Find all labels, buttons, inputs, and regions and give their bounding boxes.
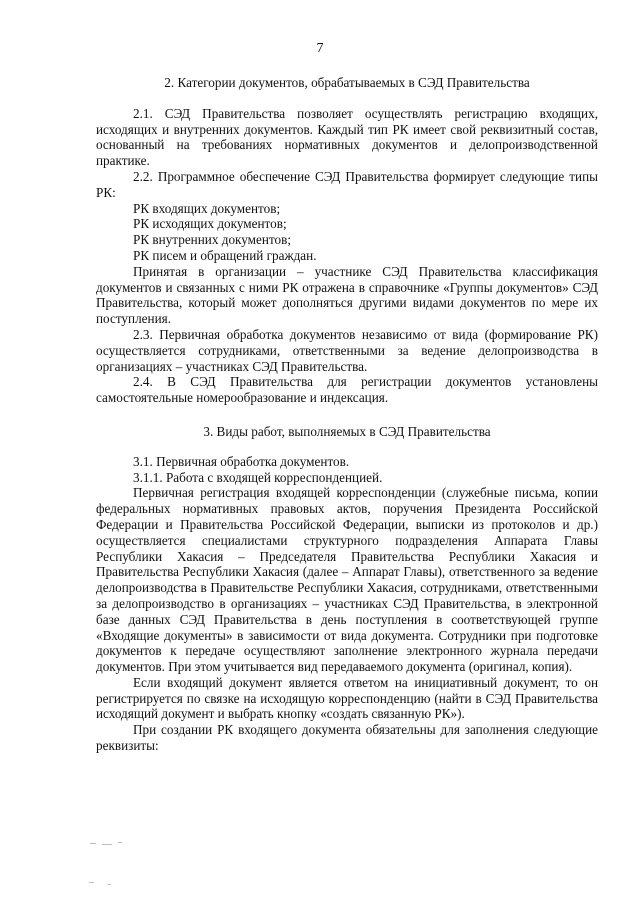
rk-type-item: РК исходящих документов; xyxy=(133,216,287,232)
rk-type-item: РК писем и обращений граждан. xyxy=(133,247,317,263)
scan-specks xyxy=(88,840,148,890)
paragraph-primary-registration: Первичная регистрация входящей корреспонденции (служебные письма, копии федеральных нормативных правовых актов, поручения Президента Российской Федерации и Правительства Российской Федерации, выписки из протоколов и др.) осуществляется специалистами структурного подразделения Аппарата Главы Республики Хакасия – Председателя Правительства Республики Хакасия и Правительства Республики Хакасия (далее – Аппарат Главы), ответственного за ведение делопроизводства в Правительстве Республики Хакасия, сотрудниками, ответственными за делопроизводство в организациях – участниках СЭД Правительства, в электронной базе данных СЭД Правительства в день поступления в соответствующей группе «Входящие документы» в зависимости от вида документа. Сотрудники при подготовке документов к передаче осуществляют заполнение электронного журнала передачи документов. При этом учитывается вид передаваемого документа (оригинал, копия). xyxy=(96,485,598,675)
paragraph-3-1: 3.1. Первичная обработка документов. xyxy=(133,453,350,469)
page-content xyxy=(96,72,598,754)
paragraph-2-1: 2.1. СЭД Правительства позволяет осуществлять регистрацию входящих, исходящих и внутренних документов. Каждый тип РК имеет свой реквизитный состав, основанный на требованиях нормативных документов и делопроизводственной практике. xyxy=(96,105,598,169)
paragraph-2-3: 2.3. Первичная обработка документов независимо от вида (формирование РК) осуществляется сотрудниками, ответственными за ведение делопроизводства в организациях – участниках СЭД Правительства. xyxy=(96,326,598,374)
paragraph-2-2: 2.2. Программное обеспечение СЭД Правительства формирует следующие типы РК: xyxy=(96,168,598,200)
rk-type-item: РК входящих документов; xyxy=(133,200,281,216)
section-2-heading: 2. Категории документов, обрабатываемых в СЭД Правительства xyxy=(164,75,530,90)
paragraph-2-4: 2.4. В СЭД Правительства для регистрации документов установлены самостоятельные номерообразование и индексация. xyxy=(96,374,598,406)
paragraph-rk-creation: При создании РК входящего документа обязательны для заполнения следующие реквизиты: xyxy=(96,722,598,754)
paragraph-3-1-1: 3.1.1. Работа с входящей корреспонденцией. xyxy=(133,469,383,485)
rk-type-item: РК внутренних документов; xyxy=(133,232,292,248)
page-number: 7 xyxy=(316,41,324,56)
paragraph-reply-registration: Если входящий документ является ответом на инициативный документ, то он регистрируется по связке на исходящую корреспонденцию (найти в СЭД Правительства исходящий документ и выбрать кнопку «создать связанную РК»). xyxy=(96,674,598,722)
paragraph-document-groups: Принятая в организации – участнике СЭД Правительства классификация документов и связанных с ними РК отражена в справочнике «Группы документов» СЭД Правительства, который может дополняться другими видами документов по мере их поступления. xyxy=(96,263,598,327)
section-3-heading: 3. Виды работ, выполняемых в СЭД Правительства xyxy=(203,423,491,439)
